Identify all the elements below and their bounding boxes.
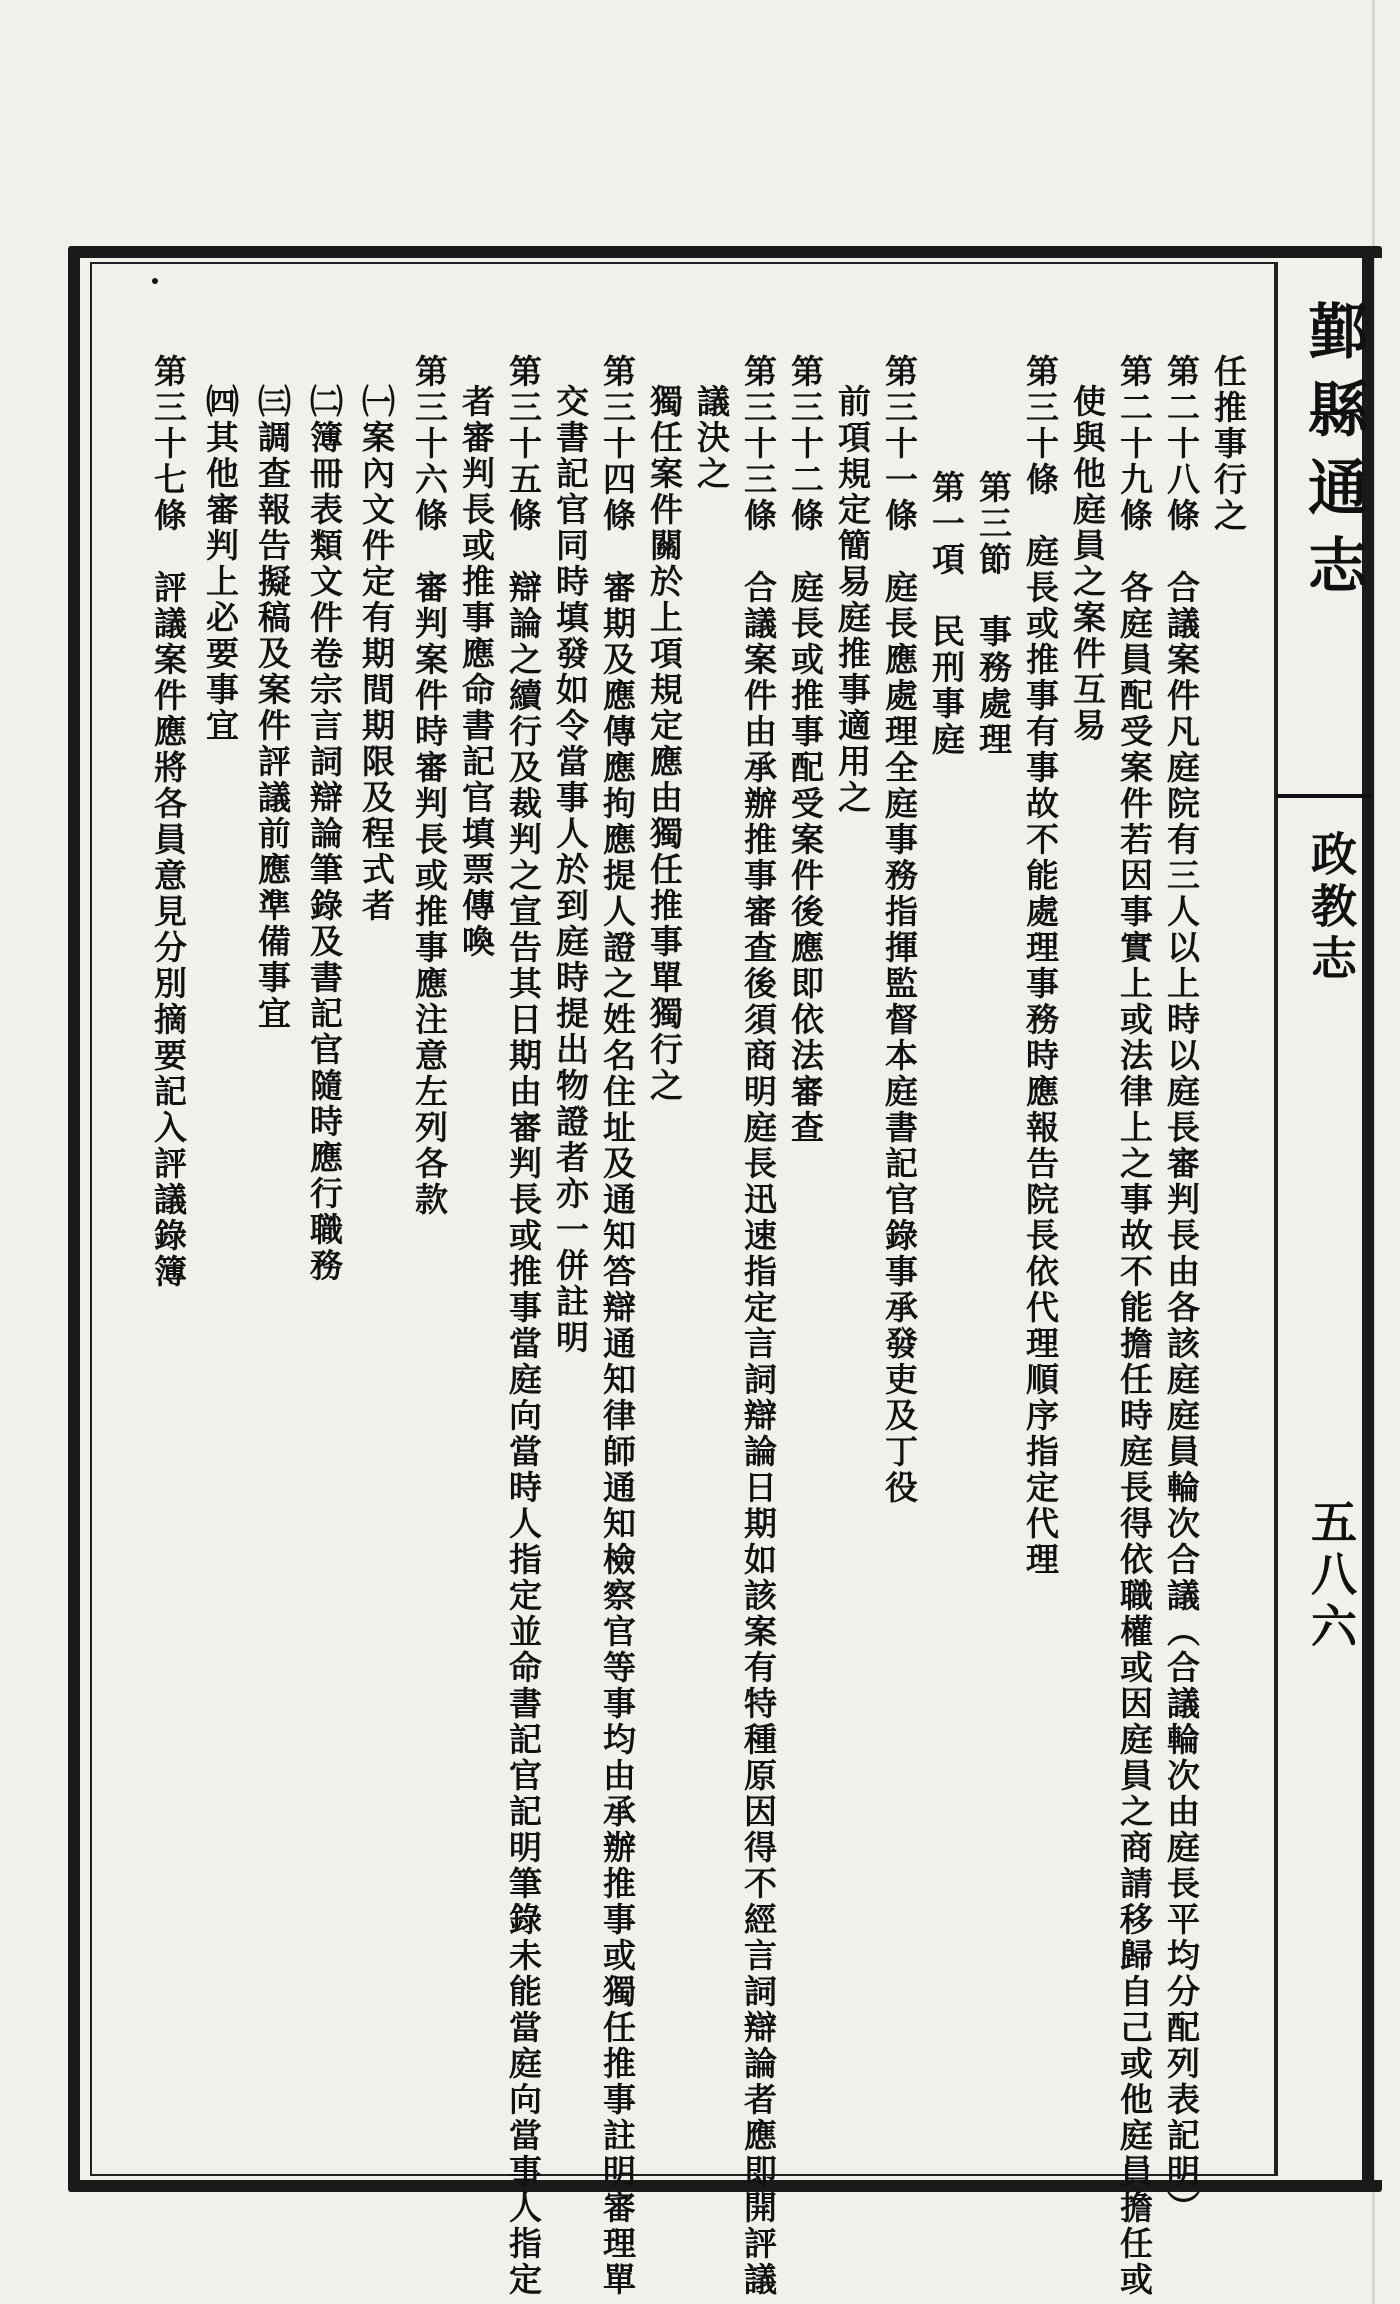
text-column-1: 任推事行之 <box>1209 354 1248 534</box>
text-column-15: 交書記官同時填發如令當事人於到庭時提出物證者亦一併註明 <box>551 384 590 1356</box>
text-column-18: 第三十六條 審判案件時審判長或推事應注意左列各款 <box>410 354 449 1218</box>
text-column-8: 第三十一條 庭長應處理全庭事務指揮監督本庭書記官錄事承發吏及丁役 <box>880 354 919 1506</box>
list-item-1: ㈠案內文件定有期間期限及程式者 <box>357 384 396 924</box>
list-item-2: ㈡簿冊表類文件卷宗言詞辯論筆錄及書記官隨時應行職務 <box>305 384 344 1284</box>
header-rule <box>1276 794 1372 798</box>
list-item-3: ㈢調查報告擬稿及案件評議前應準備事宜 <box>253 384 292 1032</box>
text-column-12: 議決之 <box>692 384 731 492</box>
text-column-3: 第二十九條 各庭員配受案件若因事實上或法律上之事故不能擔任時庭長得依職權或因庭員之商請移歸自己或他庭員擔任或 <box>1115 354 1154 2298</box>
header-divider <box>1276 262 1278 2176</box>
text-column-10: 第三十二條 庭長或推事配受案件後應即依法審查 <box>786 354 825 1146</box>
subsection-heading: 第三節 事務處理 <box>974 470 1013 758</box>
text-column-4: 使與他庭員之案件互易 <box>1068 384 1107 744</box>
text-column-9: 前項規定簡易庭推事適用之 <box>833 384 872 816</box>
section-title: 政教志 <box>1304 830 1358 986</box>
text-column-17: 者審判長或推事應命書記官填票傳喚 <box>457 384 496 960</box>
book-title: 鄞縣通志 <box>1298 300 1368 612</box>
text-column-2: 第二十八條 合議案件凡庭院有三人以上時以庭長審判長由各該庭庭員輪次合議（合議輪次由庭長平均分配列表記明） <box>1162 354 1201 2226</box>
text-column-last: 第三十七條 評議案件應將各員意見分別摘要記入評議錄簿 <box>149 354 188 1290</box>
text-column-11: 第三十三條 合議案件由承辦推事審查後須商明庭長迅速指定言詞辯論日期如該案有特種原因得不經言詞辯論者應即開評議 <box>739 354 778 2298</box>
page-number: 五八六 <box>1304 1498 1358 1654</box>
list-item-4: ㈣其他審判上必要事宜 <box>201 384 240 744</box>
text-column-13: 獨任案件關於上項規定應由獨任推事單獨行之 <box>645 384 684 1104</box>
ink-dot <box>152 278 158 284</box>
text-column-16: 第三十五條 辯論之續行及裁判之宣告其日期由審判長或推事當庭向當時人指定並命書記官記明筆錄未能當庭向當事人指定 <box>504 354 543 2298</box>
text-column-14: 第三十四條 審期及應傳應拘應提人證之姓名住址及通知答辯通知律師通知檢察官等事均由承辦推事或獨任推事註明審理單 <box>598 354 637 2298</box>
item-heading: 第一項 民刑事庭 <box>927 470 966 758</box>
text-column-5: 第三十條 庭長或推事有事故不能處理事務時應報告院長依代理順序指定代理 <box>1021 354 1060 1578</box>
